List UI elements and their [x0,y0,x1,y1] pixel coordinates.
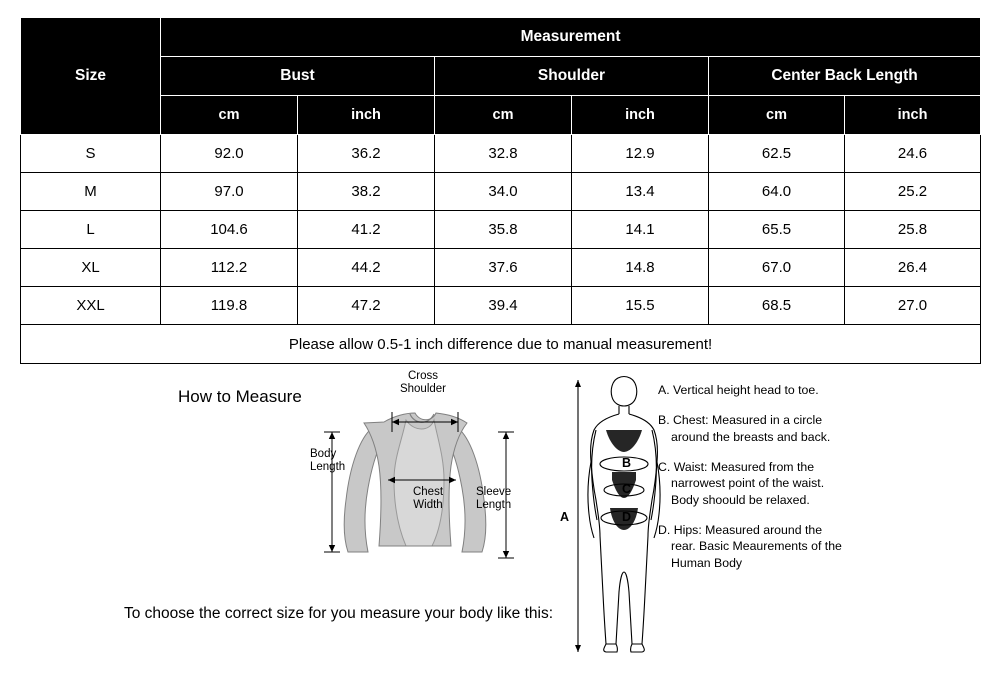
table-note-row [21,325,981,364]
table-header-row-2 [21,57,981,96]
cell-bust-cm: 104.6 [161,211,298,249]
table-row [21,135,981,173]
label-chest-width: Chest Width [412,486,444,511]
cell-bust-cm: 97.0 [161,173,298,211]
cell-shoulder-inch: 13.4 [572,173,709,211]
table-header-row-1 [21,18,981,57]
cell-bust-cm: 119.8 [161,287,298,325]
cell-shoulder-cm: 34.0 [435,173,572,211]
table-row [21,211,981,249]
cell-cbl-inch: 24.6 [845,135,981,173]
cell-shoulder-inch: 14.1 [572,211,709,249]
size-table-container [20,17,980,364]
description-c: C. Waist: Measured from the narrowest point of the waist. Body shoould be relaxed. [658,460,825,507]
cell-size: M [21,173,161,211]
choose-size-text: To choose the correct size for you measure your body like this: [124,605,554,622]
header-unit-cbl-inch: inch [845,96,981,135]
size-table [20,17,981,364]
description-a: A. Vertical height head to toe. [658,383,819,397]
table-header-row-3 [21,96,981,135]
cell-cbl-cm: 68.5 [709,287,845,325]
marker-b: B [622,456,632,470]
cell-bust-cm: 112.2 [161,249,298,287]
measurement-note: Please allow 0.5-1 inch difference due to manual measurement! [21,325,981,364]
marker-c: C [622,482,632,496]
header-unit-bust-cm: cm [161,96,298,135]
cell-cbl-cm: 64.0 [709,173,845,211]
cell-shoulder-inch: 15.5 [572,287,709,325]
cell-shoulder-cm: 35.8 [435,211,572,249]
garment-diagram [310,370,550,595]
cell-cbl-inch: 25.2 [845,173,981,211]
cell-cbl-cm: 62.5 [709,135,845,173]
cell-size: XL [21,249,161,287]
cell-cbl-cm: 67.0 [709,249,845,287]
header-unit-cbl-cm: cm [709,96,845,135]
header-size: Size [21,18,161,135]
table-row [21,249,981,287]
cell-bust-cm: 92.0 [161,135,298,173]
header-group-bust: Bust [161,57,435,96]
label-body-length: Body Length [310,448,346,473]
cell-bust-inch: 38.2 [298,173,435,211]
marker-d: D [622,510,632,524]
cell-shoulder-inch: 14.8 [572,249,709,287]
cell-bust-inch: 44.2 [298,249,435,287]
cell-size: XXL [21,287,161,325]
cell-shoulder-inch: 12.9 [572,135,709,173]
cell-size: S [21,135,161,173]
header-unit-shoulder-cm: cm [435,96,572,135]
cell-bust-inch: 36.2 [298,135,435,173]
cell-bust-inch: 47.2 [298,287,435,325]
cell-shoulder-cm: 32.8 [435,135,572,173]
label-sleeve-length: Sleeve Length [476,486,512,511]
how-to-measure-title: How to Measure [178,387,302,406]
marker-a: A [560,510,570,524]
cell-shoulder-cm: 37.6 [435,249,572,287]
header-group-center-back-length: Center Back Length [709,57,981,96]
measurement-descriptions [658,382,848,585]
description-b: B. Chest: Measured in a circle around the breasts and back. [658,413,831,444]
garment-illustration-svg [310,370,550,595]
header-unit-shoulder-inch: inch [572,96,709,135]
cell-cbl-inch: 26.4 [845,249,981,287]
description-d: D. Hips: Measured around the rear. Basic Meaurements of the Human Body [658,523,842,570]
how-to-measure-section [0,360,1000,691]
cell-size: L [21,211,161,249]
cell-shoulder-cm: 39.4 [435,287,572,325]
header-unit-bust-inch: inch [298,96,435,135]
cell-cbl-cm: 65.5 [709,211,845,249]
header-measurement: Measurement [161,18,981,57]
header-group-shoulder: Shoulder [435,57,709,96]
cell-cbl-inch: 25.8 [845,211,981,249]
label-cross-shoulder: Cross Shoulder [399,370,447,395]
cell-cbl-inch: 27.0 [845,287,981,325]
table-row [21,287,981,325]
table-row [21,173,981,211]
cell-bust-inch: 41.2 [298,211,435,249]
